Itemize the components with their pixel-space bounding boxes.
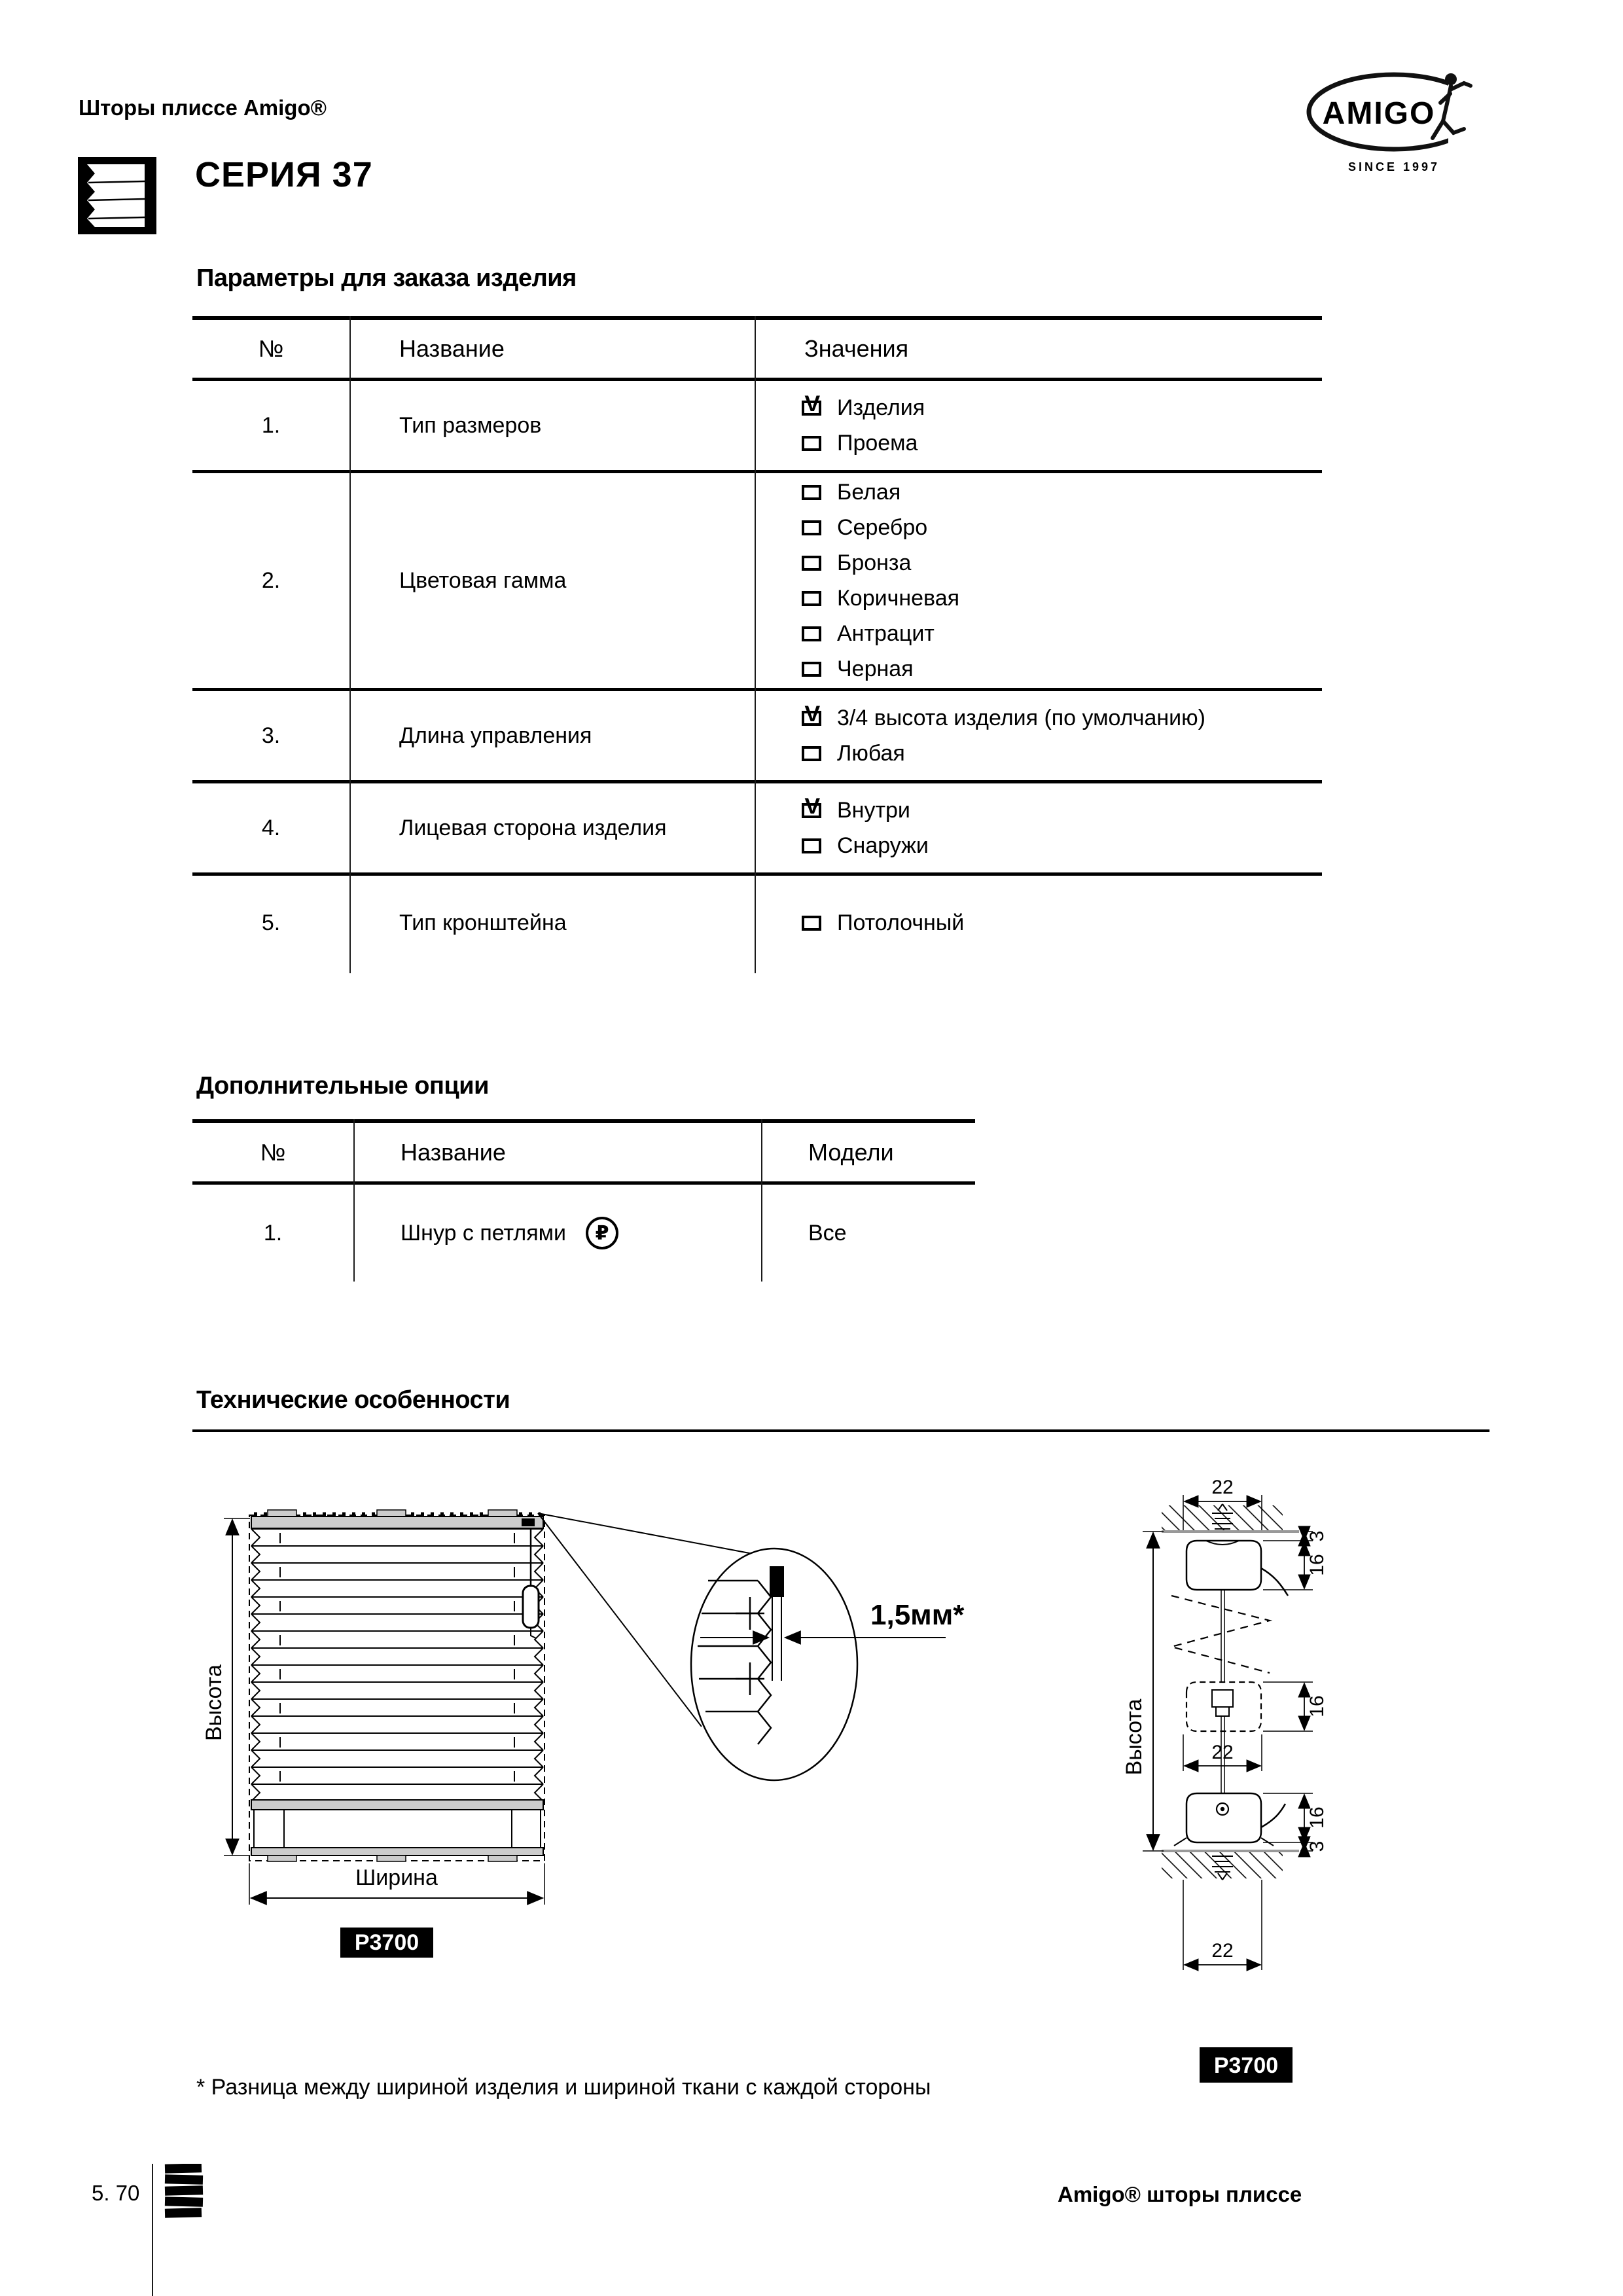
- logo-since-text: SINCE 1997: [1347, 160, 1440, 173]
- table-divider-col1: [349, 316, 351, 973]
- section-height-label: Высота: [1122, 1698, 1147, 1776]
- params-table-title: Параметры для заказа изделия: [196, 264, 577, 292]
- column-header-name: Название: [399, 335, 505, 362]
- option-label: Бронза: [837, 550, 912, 575]
- option-label: Проема: [837, 430, 918, 456]
- svg-text:P3700: P3700: [1213, 2053, 1279, 2078]
- height-dimension: [224, 1518, 250, 1856]
- row2-num: 2.: [261, 567, 281, 593]
- row5-name: Тип кронштейна: [399, 910, 567, 935]
- footer-brand: Amigo® шторы плиссе: [1058, 2182, 1302, 2206]
- detail-dim-label: 1,5мм*: [870, 1599, 965, 1631]
- footnote: * Разница между шириной изделия и шириной ткани с каждой стороны: [196, 2075, 931, 2100]
- option-item: [802, 656, 1319, 682]
- option-label: Потолочный: [837, 910, 965, 935]
- checkbox-unchecked-icon: [802, 485, 821, 500]
- column-header-values: Значения: [804, 335, 909, 362]
- option-item: [802, 585, 1319, 611]
- row2-options: [802, 473, 1319, 688]
- option-item: [802, 740, 1319, 766]
- params-table: [192, 316, 1322, 973]
- checkbox-unchecked-icon: [802, 520, 821, 535]
- checkbox-unchecked-icon: [802, 662, 821, 677]
- section-view-drawing: [1122, 1477, 1328, 2083]
- option-label: Изделия: [837, 395, 925, 420]
- option-label: Серебро: [837, 514, 928, 540]
- footer-divider: [152, 2164, 153, 2296]
- page-number: 5. 70: [92, 2181, 140, 2205]
- logo-brand-text: AMIGO: [1322, 96, 1436, 131]
- column-header-num: №: [260, 1138, 286, 1166]
- option-item: [802, 910, 1319, 937]
- table-divider-col2: [755, 316, 756, 973]
- dim-bottom-gap: 3: [1306, 1840, 1328, 1852]
- checkbox-unchecked-icon: [802, 556, 821, 571]
- middle-profile: [1186, 1682, 1261, 1731]
- checkbox-checked-icon: V: [802, 803, 821, 818]
- option-label: Снаружи: [837, 833, 929, 858]
- control-handle: [523, 1528, 539, 1638]
- series-title: СЕРИЯ 37: [195, 155, 373, 194]
- option-item: [802, 701, 1319, 731]
- column-header-models: Модели: [808, 1138, 894, 1166]
- option-item: [802, 620, 1319, 647]
- row1-num: 1.: [263, 1220, 283, 1246]
- row4-options: [802, 783, 1319, 872]
- option-item: [802, 514, 1319, 541]
- dim-bottom-profile: 16: [1306, 1806, 1328, 1829]
- series-pleated-blind-icon: [78, 157, 156, 234]
- option-label: Любая: [837, 740, 905, 766]
- option-label: Черная: [837, 656, 914, 681]
- row1-name: Шнур с петлями: [401, 1220, 566, 1246]
- checkbox-checked-icon: V: [802, 401, 821, 416]
- svg-text:P3700: P3700: [354, 1930, 419, 1955]
- top-rail: [251, 1510, 543, 1528]
- row3-options: [802, 691, 1319, 780]
- section-height-dimension: [1143, 1532, 1164, 1851]
- option-label: Коричневая: [837, 585, 960, 611]
- dim-bottom-width: 22: [1211, 1940, 1234, 1962]
- checkbox-unchecked-icon: [802, 916, 821, 931]
- fabric-edge-marker: [770, 1566, 784, 1597]
- row3-name: Длина управления: [399, 723, 592, 748]
- tech-drawings: [196, 1473, 1492, 2094]
- option-label: 3/4 высота изделия (по умолчанию): [837, 705, 1205, 730]
- row1-models: Все: [808, 1220, 847, 1246]
- table-border-top: [192, 316, 1322, 320]
- row2-name: Цветовая гамма: [399, 567, 567, 593]
- checkbox-unchecked-icon: [802, 626, 821, 641]
- model-badge-front: [340, 1928, 433, 1958]
- dim-top-width: 22: [1211, 1477, 1234, 1498]
- dim-mid-width: 22: [1211, 1742, 1234, 1763]
- dim-top-gap: 3: [1306, 1530, 1328, 1542]
- row1-options: [802, 381, 1319, 470]
- options-table: [192, 1119, 975, 1282]
- bottom-rail: [251, 1800, 543, 1861]
- row3-num: 3.: [261, 723, 281, 748]
- option-item: [802, 479, 1319, 505]
- top-profile: [1186, 1541, 1288, 1596]
- option-item: [802, 833, 1319, 859]
- option-item: [802, 793, 1319, 823]
- option-item: [802, 430, 1319, 456]
- option-item: [802, 391, 1319, 421]
- checkbox-unchecked-icon: [802, 591, 821, 606]
- row5-num: 5.: [261, 910, 281, 935]
- width-label: Ширина: [355, 1865, 438, 1890]
- tech-section-title: Технические особенности: [196, 1386, 510, 1414]
- checkbox-unchecked-icon: [802, 838, 821, 853]
- fabric-spring: [1171, 1590, 1270, 1682]
- amigo-logo: [1299, 62, 1489, 180]
- product-line-header: Шторы плиссе Amigo®: [79, 96, 327, 120]
- row4-name: Лицевая сторона изделия: [399, 815, 667, 840]
- option-item: [802, 550, 1319, 576]
- checkbox-checked-icon: V: [802, 711, 821, 726]
- row1-name-group: [401, 1185, 741, 1282]
- column-header-num: №: [258, 335, 284, 362]
- right-dim-ticks: [1263, 1532, 1313, 1851]
- row1-num: 1.: [261, 412, 281, 438]
- table-divider-col1: [353, 1119, 355, 1282]
- option-label: Белая: [837, 479, 901, 505]
- dim-mid-profile: 16: [1306, 1695, 1328, 1717]
- row1-name: Тип размеров: [399, 412, 542, 438]
- checkbox-unchecked-icon: [802, 436, 821, 451]
- table-divider-col2: [761, 1119, 762, 1282]
- dim-top-profile: 16: [1306, 1554, 1328, 1576]
- option-label: Антрацит: [837, 620, 935, 646]
- detail-callout: [538, 1513, 965, 1780]
- front-view-drawing: [202, 1510, 544, 1958]
- model-badge-section: [1200, 2047, 1293, 2083]
- row4-num: 4.: [261, 815, 281, 840]
- footer-pleats-icon: [164, 2164, 204, 2220]
- checkbox-unchecked-icon: [802, 746, 821, 761]
- paid-option-ruble-icon: ₽: [586, 1217, 618, 1249]
- options-table-title: Дополнительные опции: [196, 1072, 490, 1100]
- fabric-tail: [1261, 1804, 1285, 1827]
- bottom-profile: [1174, 1793, 1285, 1846]
- row5-options: [802, 876, 1319, 971]
- column-header-name: Название: [401, 1138, 506, 1166]
- tech-section-rule: [192, 1429, 1489, 1432]
- option-label: Внутри: [837, 797, 910, 823]
- pleated-fabric: [251, 1529, 543, 1801]
- height-label: Высота: [202, 1664, 226, 1741]
- fabric-tail: [1261, 1568, 1288, 1596]
